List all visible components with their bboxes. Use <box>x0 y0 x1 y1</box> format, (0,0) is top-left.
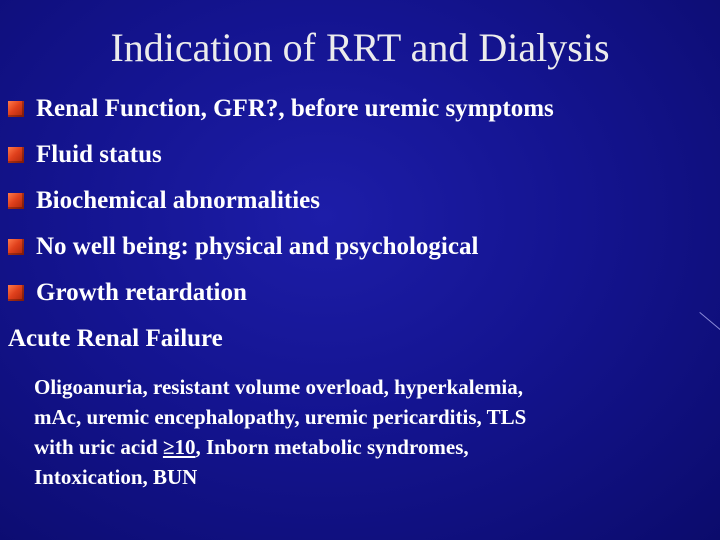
bullet-item-well-being <box>8 224 554 270</box>
bullet-item-growth <box>8 270 554 316</box>
square-bullet-icon <box>8 147 24 163</box>
bullet-label: Growth retardation <box>36 279 247 306</box>
paragraph-line: Oligoanuria, resistant volume overload, hyperkalemia, <box>34 375 524 399</box>
slide-title: Indication of RRT and Dialysis <box>110 25 610 70</box>
square-bullet-icon <box>8 101 24 117</box>
bullet-label: Renal Function, GFR?, before uremic symptoms <box>36 95 554 122</box>
bullet-list <box>8 86 554 316</box>
paragraph-line: Intoxication, BUN <box>34 465 198 489</box>
square-bullet-icon <box>8 193 24 209</box>
bullet-label: Biochemical abnormalities <box>36 187 320 214</box>
bullet-item-biochemical <box>8 178 554 224</box>
arf-indications-paragraph <box>34 372 710 492</box>
decorative-line <box>699 312 720 332</box>
section-heading-acute-renal-failure: Acute Renal Failure <box>8 325 223 352</box>
bullet-item-renal-function <box>8 86 554 132</box>
bullet-label: Fluid status <box>36 141 162 168</box>
square-bullet-icon <box>8 285 24 301</box>
paragraph-text: with uric acid <box>34 435 163 459</box>
bullet-item-fluid-status <box>8 132 554 178</box>
paragraph-text: , Inborn metabolic syndromes, <box>195 435 469 459</box>
square-bullet-icon <box>8 239 24 255</box>
paragraph-line <box>34 432 710 462</box>
bullet-label: No well being: physical and psychological <box>36 233 479 260</box>
paragraph-line: mAc, uremic encephalopathy, uremic pericarditis, TLS <box>34 405 527 429</box>
uric-acid-threshold: ≥10 <box>162 435 196 459</box>
